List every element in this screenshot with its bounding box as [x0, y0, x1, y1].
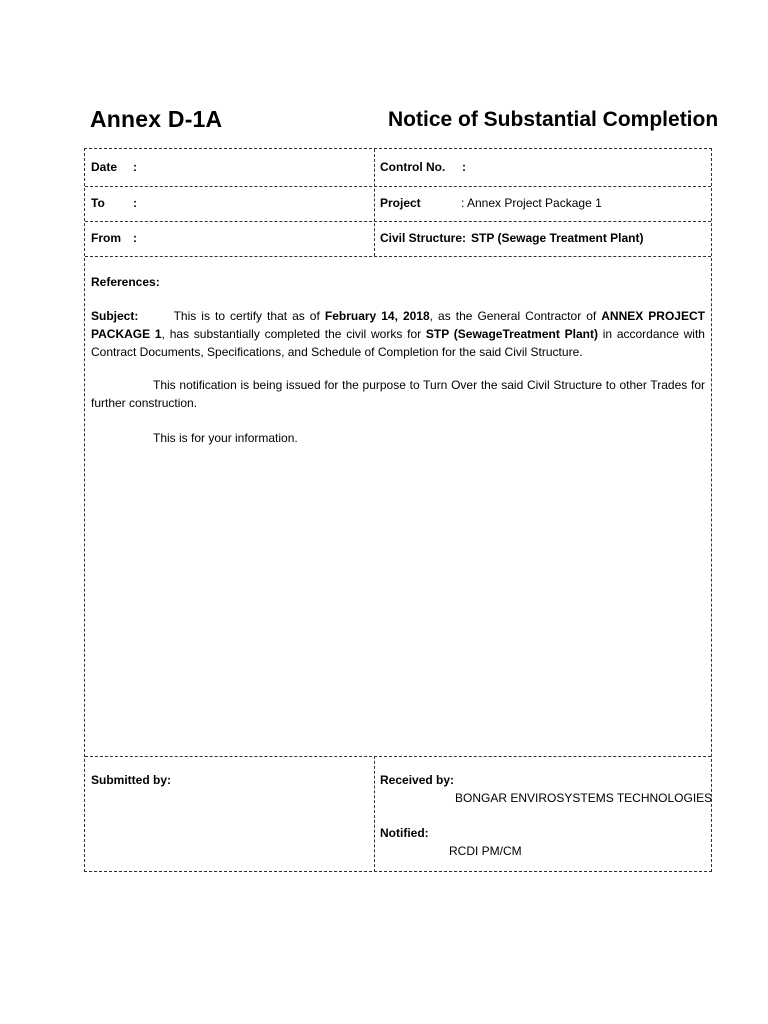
subject-paragraph [91, 307, 705, 361]
project-value: : Annex Project Package 1 [461, 196, 602, 210]
control-no-label: Control No. [380, 160, 446, 174]
subject-text: , as the General Contractor of [429, 309, 602, 323]
column-divider [374, 149, 375, 256]
references-label: References: [91, 275, 160, 289]
notified-label: Notified: [380, 826, 429, 840]
control-no-colon: : [462, 160, 466, 174]
row-divider [85, 256, 711, 257]
subject-label: Subject: [91, 309, 139, 323]
information-paragraph: This is for your information. [153, 431, 298, 445]
received-by-label: Received by: [380, 773, 455, 787]
to-colon: : [133, 196, 137, 210]
from-colon: : [133, 231, 137, 245]
notified-value: RCDI PM/CM [449, 844, 522, 858]
notification-paragraph: This notification is being issued for the purpose to Turn Over the said Civil Structure to other Trades for further construction. [91, 378, 705, 410]
row-divider [85, 186, 711, 187]
row-divider [85, 756, 711, 757]
annex-heading: Annex D-1A [90, 106, 223, 132]
civil-structure-value: STP (Sewage Treatment Plant) [471, 231, 644, 245]
column-divider [374, 756, 375, 872]
received-by-value: BONGAR ENVIROSYSTEMS TECHNOLOGIES [455, 791, 713, 805]
subject-package: ANNEX PROJECT PACKAGE 1 [91, 309, 705, 341]
submitted-by-label: Submitted by: [91, 773, 171, 787]
document-title: Notice of Substantial Completion [388, 108, 719, 131]
subject-stp: STP (SewageTreatment Plant) [425, 327, 598, 341]
subject-text: This is to certify that as of [173, 309, 325, 323]
subject-text: , has substantially completed the civil works for [161, 327, 426, 341]
row-divider [85, 221, 711, 222]
project-label: Project [380, 196, 421, 210]
date-label: Date [91, 160, 118, 174]
notice-form [84, 148, 712, 872]
subject-date: February 14, 2018 [324, 309, 430, 323]
subject-text: in accordance with Contract Documents, Specifications, and Schedule of Completion for the said Civil Structure. [91, 327, 705, 359]
to-label: To [91, 196, 105, 210]
date-colon: : [133, 160, 137, 174]
civil-structure-label: Civil Structure: [380, 231, 467, 245]
from-label: From [91, 231, 121, 245]
